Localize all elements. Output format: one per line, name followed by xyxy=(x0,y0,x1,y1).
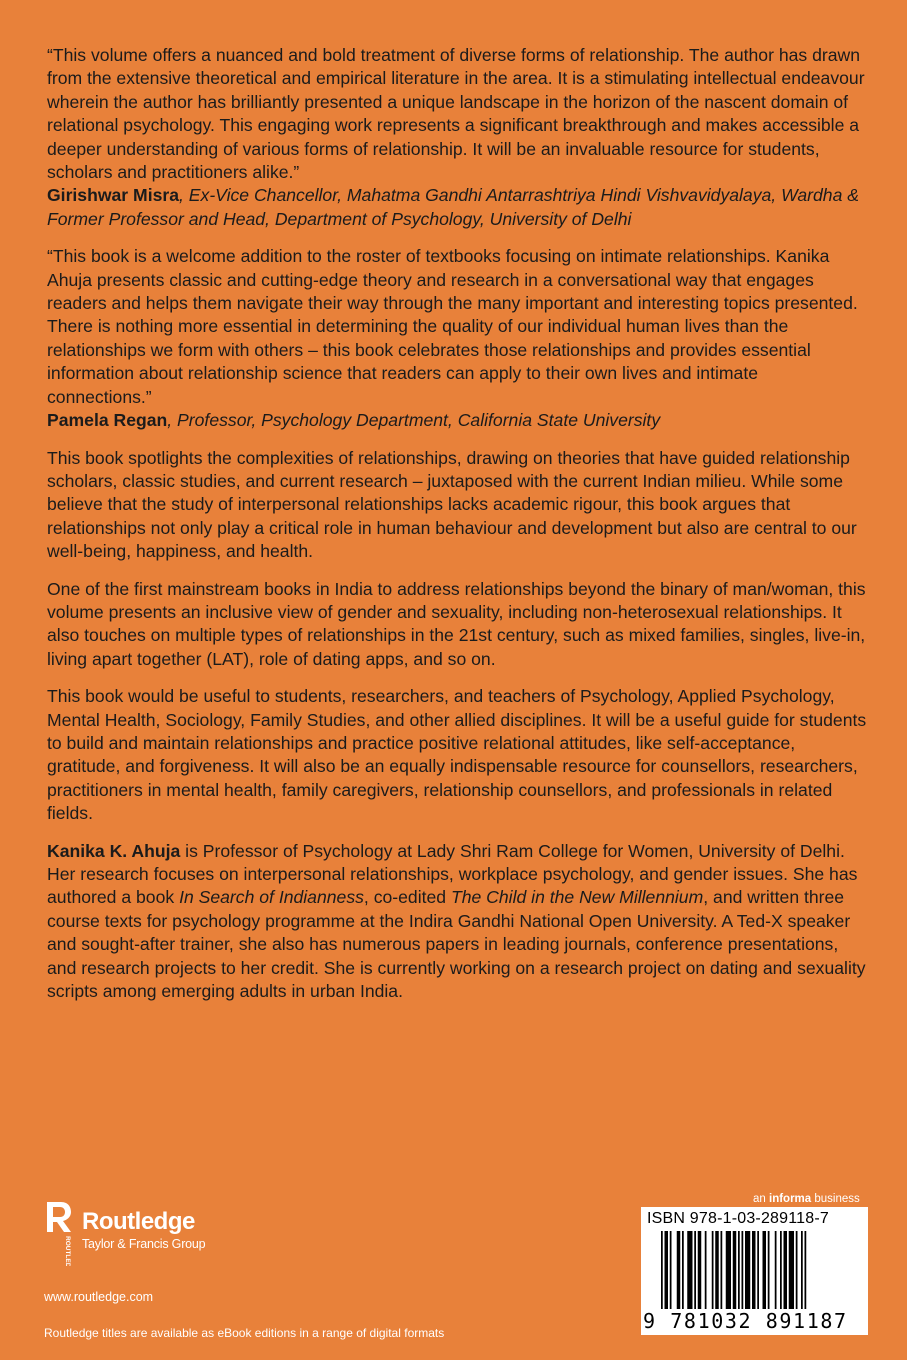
informa-word: informa xyxy=(769,1193,812,1205)
barcode-bar xyxy=(733,1231,737,1309)
ebook-note: Routledge titles are available as eBook editions in a range of digital formats xyxy=(44,1326,445,1340)
endorsement-2-attribution xyxy=(47,409,867,432)
isbn-label: ISBN 978-1-03-289118-7 xyxy=(647,1210,829,1227)
barcode-bar xyxy=(796,1231,798,1309)
endorsement-1-affiliation: , Ex-Vice Chancellor, Mahatma Gandhi Antarrashtriya Hindi Vishvavidyalaya, Wardha & Former Professor and Head, Department of Psychology, University of Delhi xyxy=(47,185,859,229)
barcode-bar xyxy=(698,1231,702,1309)
barcode-bar xyxy=(726,1231,731,1309)
routledge-logo-icon xyxy=(44,1200,74,1266)
barcode-bar xyxy=(687,1231,692,1309)
endorsement-1-author: Girishwar Misra xyxy=(47,185,180,206)
book-title-1: In Search of Indianness xyxy=(179,887,364,908)
informa-prefix: an xyxy=(753,1193,769,1205)
publisher-group: Taylor & Francis Group xyxy=(82,1237,206,1251)
barcode-bar xyxy=(752,1231,756,1309)
description-paragraph-1: This book spotlights the complexities of relationships, drawing on theories that have guided relationship scholars, classic studies, and current research – juxtaposed with the current Indian milieu. While some believe that the study of interpersonal relationships lacks academic rigour, this book argues that relationships not only play a critical role in human behaviour and development but also are central to our well-being, happiness, and health. xyxy=(47,447,857,562)
endorsement-2-author: Pamela Regan xyxy=(47,410,168,431)
logo-vertical-text: ROUTLEDGE xyxy=(64,1236,71,1266)
book-title-2: The Child in the New Millennium xyxy=(450,887,704,908)
barcode-bar xyxy=(742,1231,744,1309)
barcode-bar xyxy=(682,1231,684,1309)
description-paragraph-2: One of the first mainstream books in India to address relationships beyond the binary of man/woman, this volume presents an inclusive view of gender and sexuality, including non-heterosexual relationships. It also touches on multiple types of relationships in the 21st century, such as mixed families, singles, live-in, living apart together (LAT), role of dating apps, and so on. xyxy=(47,578,866,669)
barcode-bar xyxy=(801,1231,803,1309)
barcode-bar xyxy=(712,1231,714,1309)
publisher-url[interactable]: www.routledge.com xyxy=(44,1290,154,1304)
barcode-bar xyxy=(705,1231,707,1309)
barcode-bar xyxy=(805,1231,807,1309)
barcode-digits: 9 781032 891187 xyxy=(643,1309,848,1333)
author-bio xyxy=(47,840,867,1004)
endorsement-2-affiliation: , Professor, Psychology Department, California State University xyxy=(167,410,661,431)
barcode-bar xyxy=(677,1231,681,1309)
back-cover-text xyxy=(47,44,867,1017)
barcode-bar xyxy=(670,1231,672,1309)
barcode-bar xyxy=(763,1231,767,1309)
description-paragraph-3: This book would be useful to students, researchers, and teachers of Psychology, Applied Psychology, Mental Health, Sociology, Family Studies, and other allied disciplines. It will be a useful guide for students to build and maintain relationships and practice positive relational attitudes, like self-acceptance, gratitude, and forgiveness. It will also be an equally indispensable resource for counsellors, researchers, practitioners in mental health, family caregivers, relationship counsellors, and professionals in related fields. xyxy=(47,686,867,824)
informa-tagline xyxy=(753,1193,860,1205)
informa-suffix: business xyxy=(811,1193,860,1205)
barcode xyxy=(641,1207,868,1335)
endorsement-1 xyxy=(47,44,867,231)
barcode-bars xyxy=(661,1231,857,1311)
author-bio-text-3: , and written three course texts for psychology programme at the Indira Gandhi National Open University. A Ted-X speaker and sought-after trainer, she also has numerous papers in leading journals, conference presentations, and research projects to her credit. She is currently working on a research project on dating and sexuality scripts among emerging adults in urban India. xyxy=(47,887,866,1002)
publisher-name: Routledge xyxy=(82,1208,195,1235)
barcode-bar xyxy=(665,1231,669,1309)
barcode-bar xyxy=(661,1231,663,1309)
author-name: Kanika K. Ahuja xyxy=(47,840,181,861)
barcode-bar xyxy=(721,1231,723,1309)
barcode-bar xyxy=(745,1231,750,1309)
barcode-bar xyxy=(775,1231,777,1309)
barcode-bar xyxy=(784,1231,788,1309)
publisher-logo xyxy=(44,1200,205,1266)
author-bio-text-2: , co-edited xyxy=(363,887,451,908)
endorsement-2-quote: “This book is a welcome addition to the roster of textbooks focusing on intimate relationships. Kanika Ahuja presents classic and cutting-edge theory and research in a conversational way that engages readers and helps them navigate their way through the many important and interesting topics presented. There is nothing more essential in determining the quality of our individual human lives than the relationships we form with others – this book celebrates those relationships and provides essential information about relationship science that readers can apply to their own lives and intimate connections.” xyxy=(47,246,858,407)
endorsement-1-attribution xyxy=(47,184,867,231)
barcode-bar xyxy=(715,1231,719,1309)
endorsement-1-quote: “This volume offers a nuanced and bold treatment of diverse forms of relationship. The author has drawn from the extensive theoretical and empirical literature in the area. It is a stimulating intellectual endeavour wherein the author has brilliantly presented a unique landscape in the horizon of the nascent domain of relational psychology. This engaging work represents a significant breakthrough and makes accessible a deeper understanding of various forms of relationship. It will be an invaluable resource for students, scholars and practitioners alike.” xyxy=(47,45,865,183)
barcode-bar xyxy=(738,1231,740,1309)
author-bio-text-1: is Professor of Psychology at Lady Shri Ram College for Women, University of Delhi. Her research focuses on interpersonal relationships, workplace psychology, and gender issues. She has authored a book xyxy=(47,840,858,908)
barcode-bar xyxy=(780,1231,782,1309)
barcode-bar xyxy=(757,1231,759,1309)
barcode-bar xyxy=(789,1231,794,1309)
endorsement-2 xyxy=(47,245,867,432)
barcode-bar xyxy=(768,1231,770,1309)
barcode-bar xyxy=(694,1231,696,1309)
